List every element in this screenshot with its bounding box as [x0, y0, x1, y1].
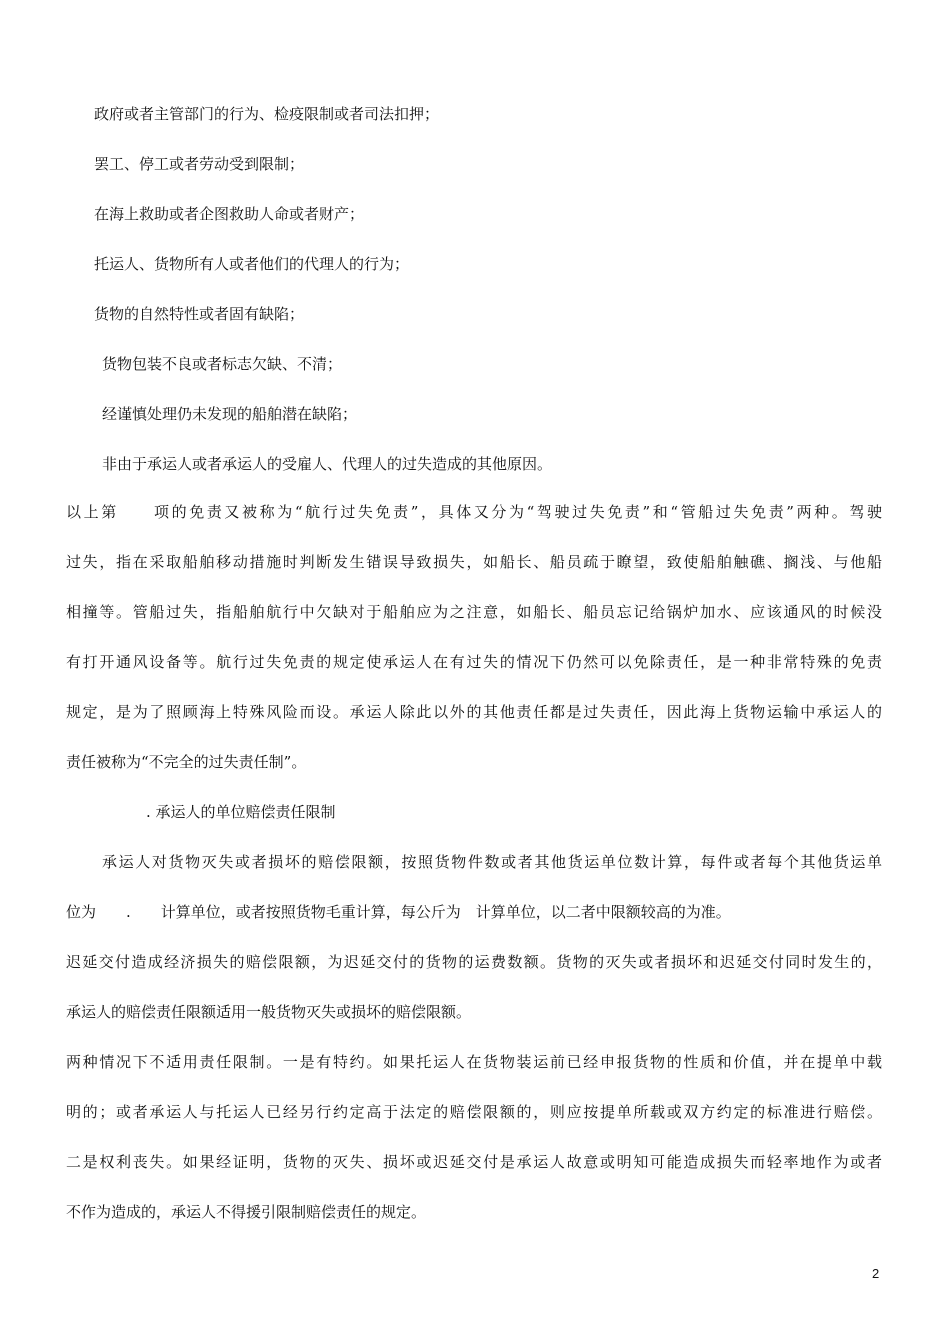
list-item: 罢工、停工或者劳动受到限制； — [94, 155, 305, 173]
paragraph-line: 二是权利丧失。如果经证明，货物的灭失、损坏或迟延交付是承运人故意或明知可能造成损失而轻率地作为或者 — [66, 1153, 882, 1171]
paragraph-line: 不作为造成的，承运人不得援引限制赔偿责任的规定。 — [66, 1203, 427, 1221]
paragraph-line: 承运人对货物灭失或者损坏的赔偿限额，按照货物件数或者其他货运单位数计算，每件或者每个其他货运单 — [102, 853, 882, 871]
list-item: 非由于承运人或者承运人的受雇人、代理人的过失造成的其他原因。 — [102, 455, 553, 473]
page-number: 2 — [872, 1266, 880, 1281]
paragraph-line: 承运人的赔偿责任限额适用一般货物灭失或损坏的赔偿限额。 — [66, 1003, 472, 1021]
paragraph-line: 过失，指在采取船舶移动措施时判断发生错误导致损失，如船长、船员疏于瞭望，致使船舶触礁、搁浅、与他船 — [66, 553, 882, 571]
paragraph-line: 有打开通风设备等。航行过失免责的规定使承运人在有过失的情况下仍然可以免除责任，是一种非常特殊的免责 — [66, 653, 882, 671]
list-item: 政府或者主管部门的行为、检疫限制或者司法扣押； — [94, 105, 440, 123]
paragraph-line: 以上第 项的免责又被称为“航行过失免责”，具体又分为“驾驶过失免责”和“管船过失免责”两种。驾驶 — [66, 503, 882, 521]
list-item: 经谨慎处理仍未发现的船舶潜在缺陷； — [102, 405, 358, 423]
paragraph-line: 规定，是为了照顾海上特殊风险而设。承运人除此以外的其他责任都是过失责任，因此海上货物运输中承运人的 — [66, 703, 882, 721]
paragraph-line: 相撞等。管船过失，指船舶航行中欠缺对于船舶应为之注意，如船长、船员忘记给锅炉加水、应该通风的时候没 — [66, 603, 882, 621]
paragraph-line: 位为 . 计算单位，或者按照货物毛重计算，每公斤为 计算单位，以二者中限额较高的为准。 — [66, 903, 731, 921]
paragraph-line: 明的；或者承运人与托运人已经另行约定高于法定的赔偿限额的，则应按提单所载或双方约定的标准进行赔偿。 — [66, 1103, 882, 1121]
paragraph-line: 两种情况下不适用责任限制。一是有特约。如果托运人在货物装运前已经申报货物的性质和价值，并在提单中载 — [66, 1053, 882, 1071]
list-item: 在海上救助或者企图救助人命或者财产； — [94, 205, 365, 223]
section-heading: . 承运人的单位赔偿责任限制 — [146, 803, 336, 821]
paragraph-line: 迟延交付造成经济损失的赔偿限额，为迟延交付的货物的运费数额。货物的灭失或者损坏和迟延交付同时发生的， — [66, 953, 882, 971]
paragraph-line: 责任被称为“不完全的过失责任制”。 — [66, 753, 307, 771]
list-item: 货物的自然特性或者固有缺陷； — [94, 305, 305, 323]
list-item: 货物包装不良或者标志欠缺、不清； — [102, 355, 343, 373]
list-item: 托运人、货物所有人或者他们的代理人的行为； — [94, 255, 410, 273]
